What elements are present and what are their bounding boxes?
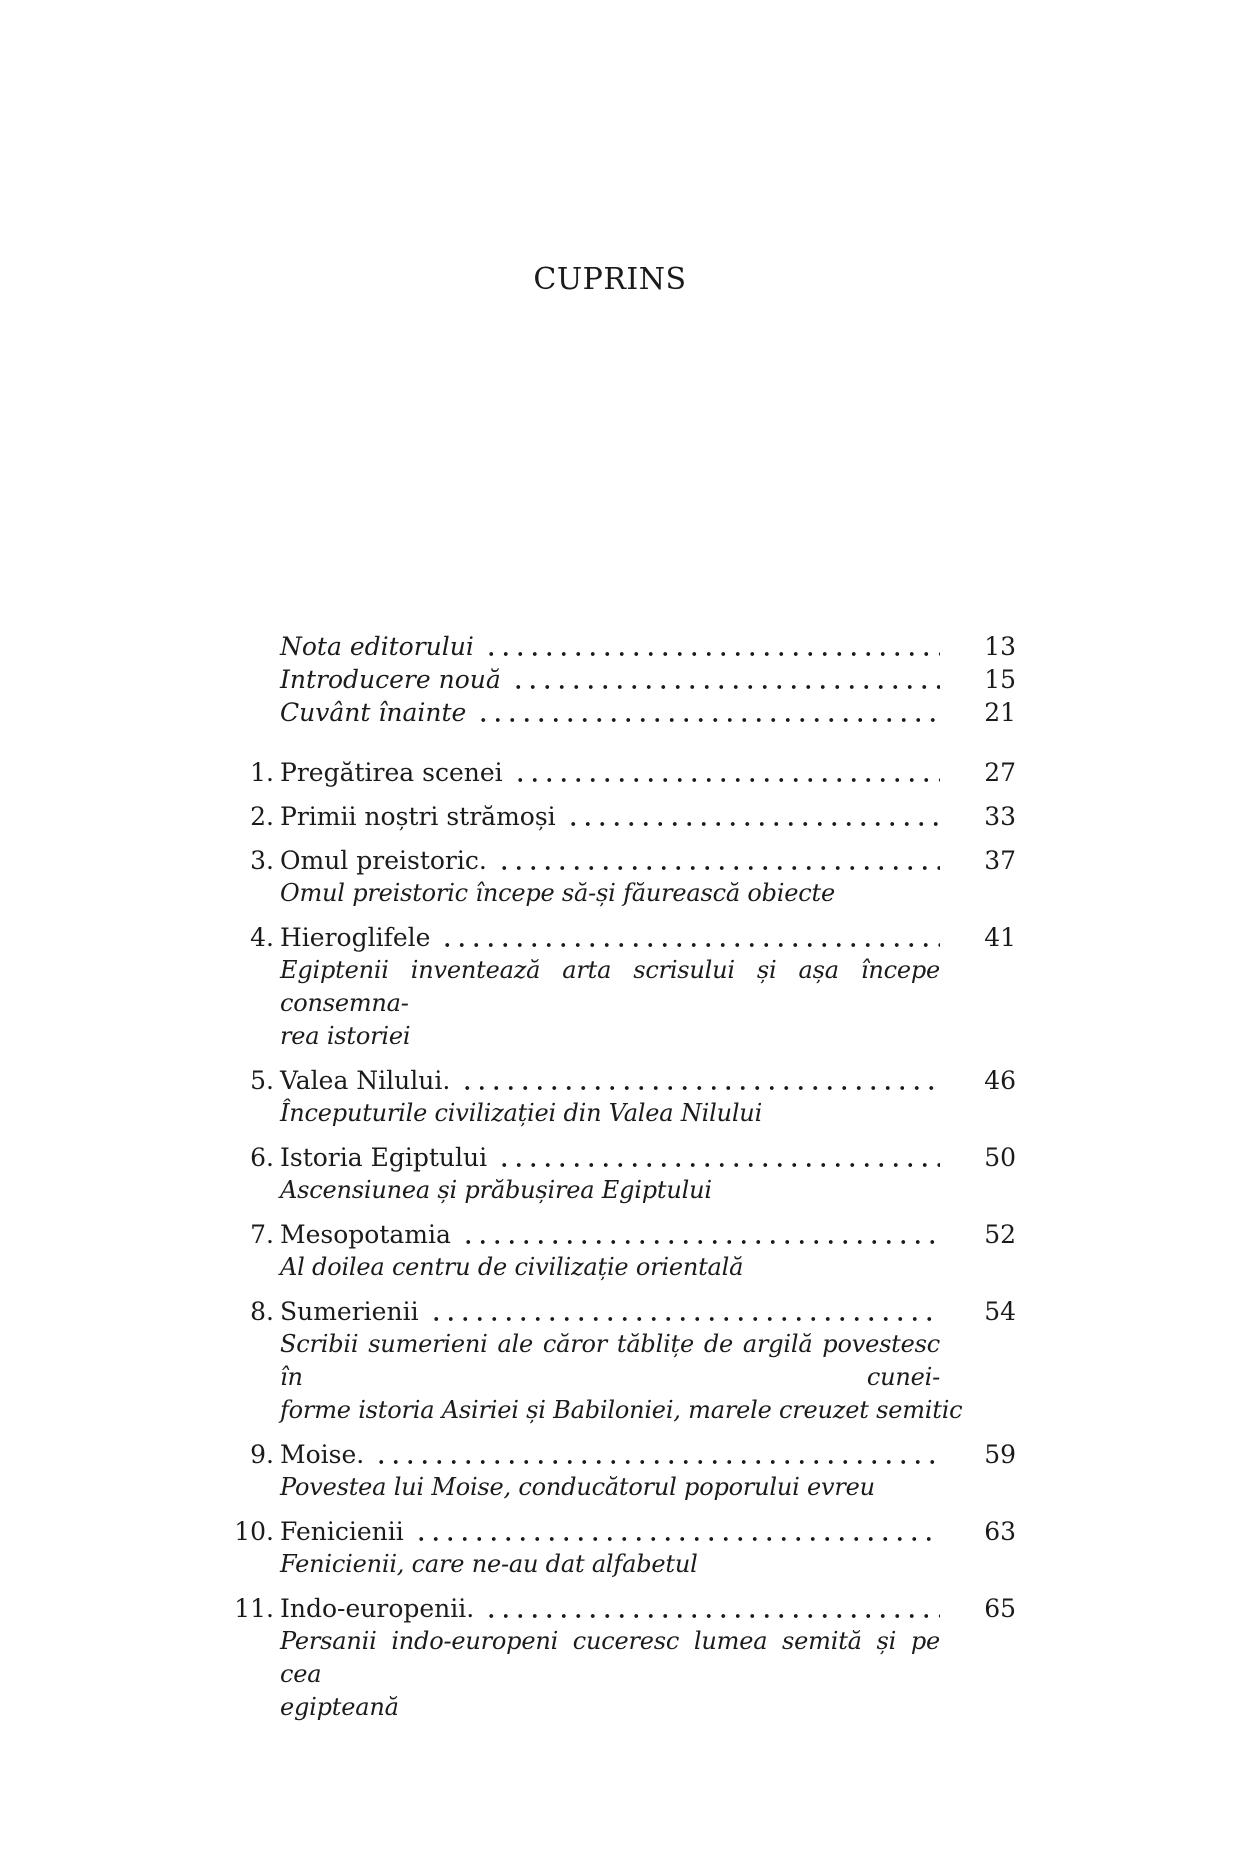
entry-number: 4. xyxy=(250,923,274,952)
dot-leader-icon xyxy=(479,1592,940,1625)
entry-number: 5. xyxy=(250,1066,274,1095)
entry-page-number: 54 xyxy=(984,1297,1016,1326)
entry-number: 10. xyxy=(234,1517,274,1546)
chapter-row xyxy=(212,844,1016,877)
entry-page-number: 21 xyxy=(984,698,1016,727)
dot-leader-icon xyxy=(492,1141,940,1174)
entry-title: Mesopotamia xyxy=(280,1220,451,1249)
entry-page-number: 65 xyxy=(984,1594,1016,1623)
entry-title: Omul preistoric. xyxy=(280,846,487,875)
entry-subtitle xyxy=(280,954,940,1053)
chapter-row xyxy=(212,1515,1016,1548)
dot-leader-icon xyxy=(435,921,940,954)
toc-entry xyxy=(212,1218,1016,1284)
entry-number xyxy=(212,663,274,696)
subtitle-line: egipteană xyxy=(280,1693,399,1721)
dot-leader-icon xyxy=(455,1064,940,1097)
entry-page-number: 52 xyxy=(984,1220,1016,1249)
chapter-row xyxy=(212,1064,1016,1097)
subtitle-line: forme istoria Asiriei și Babiloniei, marele creuzet semitic xyxy=(280,1396,963,1424)
entry-title: Introducere nouă xyxy=(280,665,501,694)
subtitle-line: Povestea lui Moise, conducătorul poporului evreu xyxy=(280,1473,875,1501)
entry-subtitle xyxy=(280,1625,940,1724)
chapter-row xyxy=(212,1141,1016,1174)
entry-number: 1. xyxy=(250,758,274,787)
entry-page-number: 63 xyxy=(984,1517,1016,1546)
entry-title: Moise. xyxy=(280,1440,365,1469)
entry-title: Fenicienii xyxy=(280,1517,404,1546)
entry-subtitle xyxy=(280,877,940,910)
chapter-list xyxy=(212,756,1016,1724)
chapter-row xyxy=(212,1295,1016,1328)
toc-entry xyxy=(212,800,1016,833)
dot-leader-icon xyxy=(479,630,940,663)
entry-subtitle xyxy=(280,1328,963,1427)
entry-subtitle xyxy=(280,1097,940,1130)
entry-number: 7. xyxy=(250,1220,274,1249)
subtitle-line: rea istoriei xyxy=(280,1022,411,1050)
front-matter-list xyxy=(212,630,1016,729)
entry-subtitle xyxy=(280,1471,940,1504)
entry-title: Hieroglifele xyxy=(280,923,431,952)
entry-title: Indo-europenii. xyxy=(280,1594,475,1623)
toc-entry xyxy=(212,1515,1016,1581)
dot-leader-icon xyxy=(506,663,940,696)
entry-page-number: 15 xyxy=(984,665,1016,694)
front-matter-item xyxy=(212,630,1016,663)
entry-title: Primii noștri strămoși xyxy=(280,802,556,831)
chapter-row xyxy=(212,1218,1016,1251)
entry-title: Cuvânt înainte xyxy=(280,698,467,727)
entry-subtitle xyxy=(280,1251,940,1284)
subtitle-line: Egiptenii inventează arta scrisului și așa începe consemna- xyxy=(280,956,940,1017)
chapter-row xyxy=(212,756,1016,789)
entry-page-number: 50 xyxy=(984,1143,1016,1172)
entry-title: Pregătirea scenei xyxy=(280,758,503,787)
dot-leader-icon xyxy=(409,1515,940,1548)
entry-page-number: 27 xyxy=(984,758,1016,787)
toc-entry xyxy=(212,1141,1016,1207)
entry-page-number: 33 xyxy=(984,802,1016,831)
subtitle-line: Persanii indo-europeni cuceresc lumea semită și pe cea xyxy=(280,1627,940,1688)
entry-number: 11. xyxy=(234,1594,274,1623)
entry-title: Valea Nilului. xyxy=(280,1066,451,1095)
entry-subtitle xyxy=(280,1174,940,1207)
entry-page-number: 59 xyxy=(984,1440,1016,1469)
entry-number: 6. xyxy=(250,1143,274,1172)
subtitle-line: Scribii sumerieni ale căror tăblițe de argilă povestesc în cunei- xyxy=(280,1330,940,1391)
toc-list xyxy=(0,630,1016,1724)
entry-number xyxy=(212,696,274,729)
toc-entry xyxy=(212,1592,1016,1724)
entry-subtitle xyxy=(280,1548,940,1581)
subtitle-line: Omul preistoric începe să-și făurească obiecte xyxy=(280,879,835,907)
entry-number xyxy=(212,630,274,663)
front-matter-item xyxy=(212,696,1016,729)
entry-page-number: 37 xyxy=(984,846,1016,875)
toc-entry xyxy=(212,1064,1016,1130)
entry-title: Sumerienii xyxy=(280,1297,419,1326)
dot-leader-icon xyxy=(369,1438,940,1471)
entry-page-number: 13 xyxy=(984,632,1016,661)
dot-leader-icon xyxy=(561,800,940,833)
subtitle-line: Al doilea centru de civilizație orientală xyxy=(280,1253,744,1281)
dot-leader-icon xyxy=(471,696,940,729)
entry-number: 9. xyxy=(250,1440,274,1469)
toc-entry xyxy=(212,1295,1016,1427)
chapter-row xyxy=(212,800,1016,833)
entry-number: 2. xyxy=(250,802,274,831)
chapter-row xyxy=(212,1592,1016,1625)
toc-entry xyxy=(212,844,1016,910)
entry-title: Istoria Egiptului xyxy=(280,1143,488,1172)
entry-number: 8. xyxy=(250,1297,274,1326)
entry-page-number: 41 xyxy=(984,923,1016,952)
toc-entry xyxy=(212,756,1016,789)
dot-leader-icon xyxy=(456,1218,940,1251)
entry-number: 3. xyxy=(250,846,274,875)
dot-leader-icon xyxy=(508,756,940,789)
page-title: CUPRINS xyxy=(533,262,687,297)
chapter-row xyxy=(212,1438,1016,1471)
chapter-row xyxy=(212,921,1016,954)
subtitle-line: Ascensiunea și prăbușirea Egiptului xyxy=(280,1176,712,1204)
toc-entry xyxy=(212,1438,1016,1504)
front-matter-item xyxy=(212,663,1016,696)
dot-leader-icon xyxy=(424,1295,940,1328)
subtitle-line: Începuturile civilizației din Valea Nilului xyxy=(280,1099,763,1127)
subtitle-line: Fenicienii, care ne-au dat alfabetul xyxy=(280,1550,698,1578)
entry-page-number: 46 xyxy=(984,1066,1016,1095)
entry-title: Nota editorului xyxy=(280,632,474,661)
toc-entry xyxy=(212,921,1016,1053)
dot-leader-icon xyxy=(492,844,940,877)
